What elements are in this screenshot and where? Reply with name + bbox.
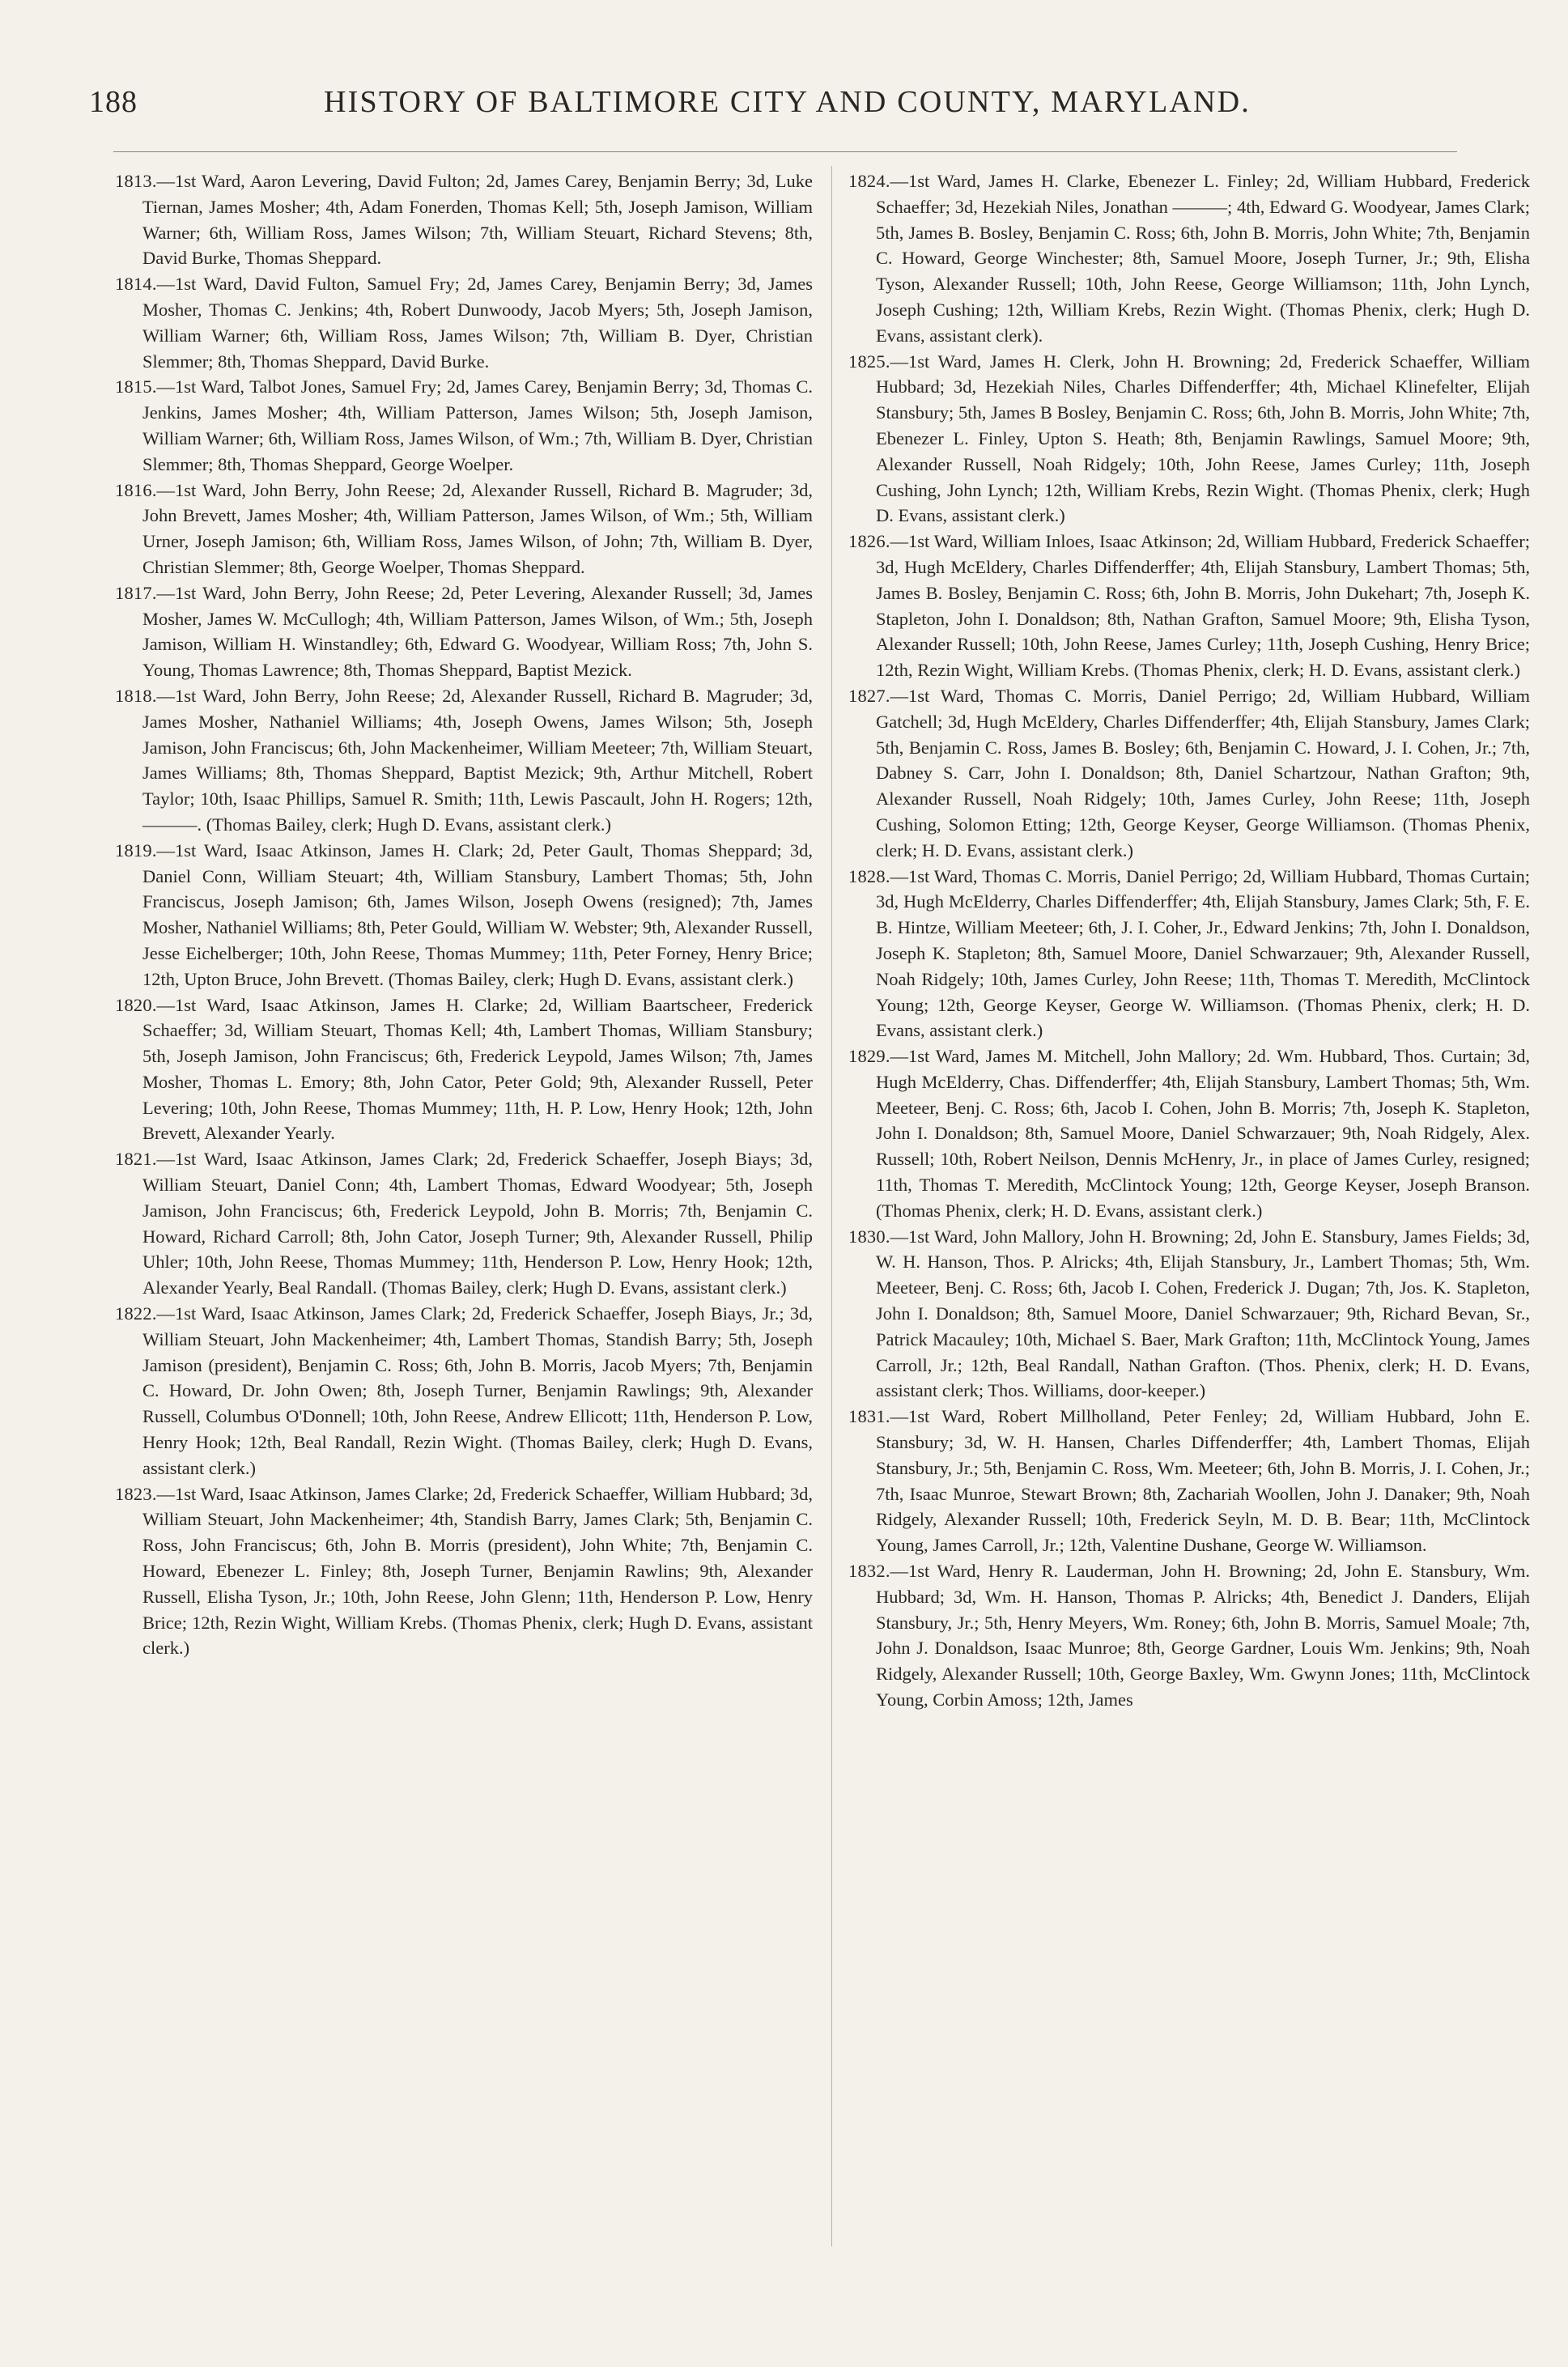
entry-text: —1st Ward, David Fulton, Samuel Fry; 2d, James Carey, Benjamin Berry; 3d, James Mosher, Thomas C. Jenkins; 4th, Robert Dunwoody, Jacob Myers; 5th, Joseph Jamison, William Warner; 6th, William Ross, James Wilson; 7th, William B. Dyer, Christian Slemmer; 8th, Thomas Sheppard, David Burke. xyxy=(142,274,813,372)
entry-text: —1st Ward, William Inloes, Isaac Atkinson; 2d, William Hubbard, Frederick Schaeffer; 3d, Hugh McEldery, Charles Diffenderffer; 4th, Elijah Stansbury, Lambert Thomas; 5th, James B. Bosley, Benjamin C. Ross; 6th, John B. Morris, John Dukehart; 7th, Joseph K. Stapleton, John I. Donaldson; 8th, Nathan Grafton, Samuel Moore; 9th, Elisha Tyson, Alexander Russell; 10th, John Reese, James Curley; 11th, Joseph Cushing, Henry Brice; 12th, Rezin Wight, William Krebs. (Thomas Phenix, clerk; H. D. Evans, assistant clerk.) xyxy=(876,531,1530,681)
entry-text: —1st Ward, James H. Clarke, Ebenezer L. Finley; 2d, William Hubbard, Frederick Schaeffer; 3d, Hezekiah Niles, Jonathan ———; 4th, Edward G. Woodyear, James Clark; 5th, James B. Bosley, Benjamin C. Ross; 6th, John B. Morris, John White; 7th, Benjamin C. Howard, George Winchester; 8th, Samuel Moore, Joseph Turner, Jr.; 9th, Elisha Tyson, Alexander Russell; 10th, John Reese, George Williamson; 11th, John Lynch, Joseph Cushing; 12th, William Krebs, Rezin Wight. (Thomas Phenix, clerk; Hugh D. Evans, assistant clerk). xyxy=(876,171,1530,346)
entry-year: 1827 xyxy=(848,685,886,706)
entry-text: —1st Ward, Henry R. Lauderman, John H. Browning; 2d, John E. Stansbury, Wm. Hubbard; 3d, Wm. H. Hanson, Thomas P. Alricks; 4th, Benedict J. Danders, Elijah Stansbury, Jr.; 5th, Henry Meyers, Wm. Roney; 6th, John B. Morris, Samuel Moale; 7th, John J. Donaldson, Isaac Munroe; 8th, George Gardner, Louis Wm. Jenkins; 9th, Noah Ridgely, Alexander Russell; 10th, George Baxley, Wm. Gwynn Jones; 11th, McClintock Young, Corbin Amoss; 12th, James xyxy=(876,1561,1530,1710)
entry-text: —1st Ward, Isaac Atkinson, James Clark; 2d, Frederick Schaeffer, Joseph Biays; 3d, William Steuart, Daniel Conn; 4th, Lambert Thomas, Edward Woodyear; 5th, Joseph Jamison, John Franciscus; 6th, Frederick Leypold, John B. Morris; 7th, Benjamin C. Howard, Richard Carroll; 8th, John Cator, Joseph Turner; 9th, Alexander Russell, Philip Uhler; 10th, John Reese, Thomas Mummey; 11th, Henderson P. Low, Henry Hook; 12th, Alexander Yearly, Beal Randall. (Thomas Bailey, clerk; Hugh D. Evans, assistant clerk.) xyxy=(142,1149,813,1298)
entry-text: —1st Ward, James M. Mitchell, John Mallory; 2d. Wm. Hubbard, Thos. Curtain; 3d, Hugh McElderry, Chas. Diffenderffer; 4th, Elijah Stansbury, Lambert Thomas; 5th, Wm. Meeteer, Benj. C. Ross; 6th, Jacob I. Cohen, John B. Morris; 7th, Joseph K. Stapleton, John I. Donaldson; 8th, Samuel Moore, Daniel Schwarzauer; 9th, Noah Ridgely, Alex. Russell; 10th, Robert Neilson, Dennis McHenry, Jr., in place of James Curley, resigned; 11th, Thomas T. Meredith, McClintock Young; 12th, George Keyser, Joseph Branson. (Thomas Phenix, clerk; H. D. Evans, assistant clerk.) xyxy=(876,1046,1530,1221)
entry-year: 1831 xyxy=(848,1406,886,1427)
entry-year: 1814 xyxy=(115,274,152,295)
roster-entry: 1813.—1st Ward, Aaron Levering, David Fulton; 2d, James Carey, Benjamin Berry; 3d, Luke Tiernan, James Mosher; 4th, Adam Fonerden, Thomas Kell; 5th, Joseph Jamison, William Warner; 6th, William Ross, James Wilson; 7th, William Steuart, Richard Stevens; 8th, David Burke, Thomas Sheppard. xyxy=(115,171,813,269)
entry-text: —1st Ward, James H. Clerk, John H. Browning; 2d, Frederick Schaeffer, William Hubbard; 3d, Hezekiah Niles, Charles Diffenderffer; 4th, Michael Klinefelter, Elijah Stansbury; 5th, James B Bosley, Benjamin C. Ross; 6th, John B. Morris, John White; 7th, Ebenezer L. Finley, Upton S. Heath; 8th, Benjamin Rawlings, Samuel Moore; 9th, Alexander Russell, Noah Ridgely; 10th, John Reese, James Curley; 11th, Joseph Cushing, John Lynch; 12th, William Krebs, Rezin Wight. (Thomas Phenix, clerk; Hugh D. Evans, assistant clerk.) xyxy=(876,351,1530,526)
entry-year: 1832 xyxy=(848,1561,886,1582)
entry-year: 1826 xyxy=(848,531,886,552)
entry-text: —1st Ward, Talbot Jones, Samuel Fry; 2d, James Carey, Benjamin Berry; 3d, Thomas C. Jenkins, James Mosher; 4th, William Patterson, James Wilson; 5th, Joseph Jamison, William Warner; 6th, William Ross, James Wilson, of Wm.; 7th, William B. Dyer, Christian Slemmer; 8th, Thomas Sheppard, George Woelper. xyxy=(142,376,813,474)
roster-entry: 1827.—1st Ward, Thomas C. Morris, Daniel Perrigo; 2d, William Hubbard, William Gatchell; 3d, Hugh McEldery, Charles Diffenderffer; 4th, Elijah Stansbury, James Clark; 5th, Benjamin C. Ross, James B. Bosley; 6th, Benjamin C. Howard, J. I. Cohen, Jr.; 7th, Dabney S. Carr, John I. Donaldson; 8th, Daniel Schartzour, Nathan Grafton; 9th, Alexander Russell, Noah Ridgely; 10th, James Curley, John Reese; 11th, Joseph Cushing, Solomon Etting; 12th, George Keyser, George Williamson. (Thomas Phenix, clerk; H. D. Evans, assistant clerk.) xyxy=(848,685,1530,861)
entry-year: 1822 xyxy=(115,1303,152,1324)
entry-text: —1st Ward, Isaac Atkinson, James H. Clark; 2d, Peter Gault, Thomas Sheppard; 3d, Daniel Conn, William Steuart; 4th, William Stansbury, Lambert Thomas; 5th, John Franciscus, Joseph Jamison; 6th, James Wilson, Joseph Owens (resigned); 7th, James Mosher, Nathaniel Williams; 8th, Peter Gould, William W. Webster; 9th, Alexander Russell, Jesse Eichelberger; 10th, John Reese, Thomas Mummey; 11th, Peter Forney, Henry Brice; 12th, Upton Bruce, John Brevett. (Thomas Bailey, clerk; Hugh D. Evans, assistant clerk.) xyxy=(142,839,813,989)
entry-text: —1st Ward, Thomas C. Morris, Daniel Perrigo; 2d, William Hubbard, William Gatchell; 3d, Hugh McEldery, Charles Diffenderffer; 4th, Elijah Stansbury, James Clark; 5th, Benjamin C. Ross, James B. Bosley; 6th, Benjamin C. Howard, J. I. Cohen, Jr.; 7th, Dabney S. Carr, John I. Donaldson; 8th, Daniel Schartzour, Nathan Grafton; 9th, Alexander Russell, Noah Ridgely; 10th, James Curley, John Reese; 11th, Joseph Cushing, Solomon Etting; 12th, George Keyser, George Williamson. (Thomas Phenix, clerk; H. D. Evans, assistant clerk.) xyxy=(876,685,1530,861)
entry-year: 1820 xyxy=(115,994,152,1015)
entry-year: 1829 xyxy=(848,1046,886,1067)
entry-text: —1st Ward, Isaac Atkinson, James Clarke; 2d, Frederick Schaeffer, William Hubbard; 3d, William Steuart, John Mackenheimer; 4th, Standish Barry, James Clark; 5th, Benjamin C. Ross, John Franciscus; 6th, John B. Morris (president), John White; 7th, Benjamin C. Howard, Ebenezer L. Finley; 8th, Joseph Turner, Benjamin Rawlins; 9th, Alexander Russell, Elisha Tyson, Jr.; 10th, John Reese, John Glenn; 11th, Henderson P. Low, Henry Brice; 12th, Rezin Wight, William Krebs. (Thomas Phenix, clerk; Hugh D. Evans, assistant clerk.) xyxy=(142,1483,813,1659)
roster-entry: 1828.—1st Ward, Thomas C. Morris, Daniel Perrigo; 2d, William Hubbard, Thomas Curtain; 3d, Hugh McElderry, Charles Diffenderffer; 4th, Elijah Stansbury, James Clark; 5th, F. E. B. Hintze, William Meeteer; 6th, J. I. Coher, Jr., Edward Jenkins; 7th, John I. Donaldson, Joseph K. Stapleton; 8th, Samuel Moore, Daniel Schwarzauer; 9th, Alexander Russell, Noah Ridgely; 10th, James Curley, John Reese; 11th, Thomas T. Meredith, McClintock Young; 12th, George Keyser, George W. Williamson. (Thomas Phenix, clerk; H. D. Evans, assistant clerk.) xyxy=(848,865,1530,1041)
roster-entry: 1822.—1st Ward, Isaac Atkinson, James Clark; 2d, Frederick Schaeffer, Joseph Biays, Jr.; 3d, William Steuart, John Mackenheimer; 4th, Lambert Thomas, Standish Barry; 5th, Joseph Jamison (president), Benjamin C. Ross; 6th, John B. Morris, Jacob Myers; 7th, Benjamin C. Howard, Dr. John Owen; 8th, Joseph Turner, Benjamin Rawlings; 9th, Alexander Russell, Columbus O'Donnell; 10th, John Reese, Andrew Ellicott; 11th, Henderson P. Low, Henry Hook; 12th, Beal Randall, Rezin Wight. (Thomas Bailey, clerk; Hugh D. Evans, assistant clerk.) xyxy=(115,1303,813,1478)
entry-year: 1830 xyxy=(848,1226,886,1247)
entry-text: —1st Ward, John Berry, John Reese; 2d, Alexander Russell, Richard B. Magruder; 3d, James Mosher, Nathaniel Williams; 4th, Joseph Owens, James Wilson; 5th, Joseph Jamison, John Franciscus; 6th, John Mackenheimer, William Meeteer; 7th, William Steuart, James Williams; 8th, Thomas Sheppard, Baptist Mezick; 9th, Arthur Mitchell, Robert Taylor; 10th, Isaac Phillips, Samuel R. Smith; 11th, Lewis Pascault, John H. Rogers; 12th, ———. (Thomas Bailey, clerk; Hugh D. Evans, assistant clerk.) xyxy=(142,685,813,835)
roster-entry: 1823.—1st Ward, Isaac Atkinson, James Clarke; 2d, Frederick Schaeffer, William Hubbard; 3d, William Steuart, John Mackenheimer; 4th, Standish Barry, James Clark; 5th, Benjamin C. Ross, John Franciscus; 6th, John B. Morris (president), John White; 7th, Benjamin C. Howard, Ebenezer L. Finley; 8th, Joseph Turner, Benjamin Rawlins; 9th, Alexander Russell, Elisha Tyson, Jr.; 10th, John Reese, John Glenn; 11th, Henderson P. Low, Henry Brice; 12th, Rezin Wight, William Krebs. (Thomas Phenix, clerk; Hugh D. Evans, assistant clerk.) xyxy=(115,1483,813,1659)
column-divider xyxy=(831,166,832,2246)
entry-year: 1828 xyxy=(848,865,886,886)
entry-text: —1st Ward, Thomas C. Morris, Daniel Perrigo; 2d, William Hubbard, Thomas Curtain; 3d, Hugh McElderry, Charles Diffenderffer; 4th, Elijah Stansbury, James Clark; 5th, F. E. B. Hintze, William Meeteer; 6th, J. I. Coher, Jr., Edward Jenkins; 7th, John I. Donaldson, Joseph K. Stapleton; 8th, Samuel Moore, Daniel Schwarzauer; 9th, Alexander Russell, Noah Ridgely; 10th, James Curley, John Reese; 11th, Thomas T. Meredith, McClintock Young; 12th, George Keyser, George W. Williamson. (Thomas Phenix, clerk; H. D. Evans, assistant clerk.) xyxy=(876,865,1530,1041)
page-number: 188 xyxy=(89,85,138,119)
roster-entry: 1814.—1st Ward, David Fulton, Samuel Fry; 2d, James Carey, Benjamin Berry; 3d, James Mosher, Thomas C. Jenkins; 4th, Robert Dunwoody, Jacob Myers; 5th, Joseph Jamison, William Warner; 6th, William Ross, James Wilson; 7th, William B. Dyer, Christian Slemmer; 8th, Thomas Sheppard, David Burke. xyxy=(115,274,813,372)
roster-entry: 1816.—1st Ward, John Berry, John Reese; 2d, Alexander Russell, Richard B. Magruder; 3d, John Brevett, James Mosher; 4th, William Patterson, James Wilson, of Wm.; 5th, William Urner, Joseph Jamison; 6th, William Ross, James Wilson, of John; 7th, William B. Dyer, Christian Slemmer; 8th, George Woelper, Thomas Sheppard. xyxy=(115,479,813,577)
roster-entry: 1815.—1st Ward, Talbot Jones, Samuel Fry; 2d, James Carey, Benjamin Berry; 3d, Thomas C. Jenkins, James Mosher; 4th, William Patterson, James Wilson; 5th, Joseph Jamison, William Warner; 6th, William Ross, James Wilson, of Wm.; 7th, William B. Dyer, Christian Slemmer; 8th, Thomas Sheppard, George Woelper. xyxy=(115,376,813,474)
entry-text: —1st Ward, Aaron Levering, David Fulton; 2d, James Carey, Benjamin Berry; 3d, Luke Tiernan, James Mosher; 4th, Adam Fonerden, Thomas Kell; 5th, Joseph Jamison, William Warner; 6th, William Ross, James Wilson; 7th, William Steuart, Richard Stevens; 8th, David Burke, Thomas Sheppard. xyxy=(142,171,813,269)
roster-entry: 1818.—1st Ward, John Berry, John Reese; 2d, Alexander Russell, Richard B. Magruder; 3d, James Mosher, Nathaniel Williams; 4th, Joseph Owens, James Wilson; 5th, Joseph Jamison, John Franciscus; 6th, John Mackenheimer, William Meeteer; 7th, William Steuart, James Williams; 8th, Thomas Sheppard, Baptist Mezick; 9th, Arthur Mitchell, Robert Taylor; 10th, Isaac Phillips, Samuel R. Smith; 11th, Lewis Pascault, John H. Rogers; 12th, ———. (Thomas Bailey, clerk; Hugh D. Evans, assistant clerk.) xyxy=(115,685,813,835)
running-title: HISTORY OF BALTIMORE CITY AND COUNTY, MARYLAND. xyxy=(324,85,1251,119)
roster-entry: 1832.—1st Ward, Henry R. Lauderman, John H. Browning; 2d, John E. Stansbury, Wm. Hubbard; 3d, Wm. H. Hanson, Thomas P. Alricks; 4th, Benedict J. Danders, Elijah Stansbury, Jr.; 5th, Henry Meyers, Wm. Roney; 6th, John B. Morris, Samuel Moale; 7th, John J. Donaldson, Isaac Munroe; 8th, George Gardner, Louis Wm. Jenkins; 9th, Noah Ridgely, Alexander Russell; 10th, George Baxley, Wm. Gwynn Jones; 11th, McClintock Young, Corbin Amoss; 12th, James xyxy=(848,1561,1530,1710)
left-column xyxy=(115,168,813,1661)
roster-entry: 1831.—1st Ward, Robert Millholland, Peter Fenley; 2d, William Hubbard, John E. Stansbury; 3d, W. H. Hansen, Charles Diffenderffer; 4th, Lambert Thomas, Elijah Stansbury, Jr.; 5th, Benjamin C. Ross, Wm. Meeteer; 6th, John B. Morris, J. I. Cohen, Jr.; 7th, Isaac Munroe, Stewart Brown; 8th, Zachariah Woollen, John J. Danaker; 9th, Noah Ridgely, Alexander Russell; 10th, Frederick Seyln, M. D. B. Bear; 11th, McClintock Young, James Carroll, Jr.; 12th, Valentine Dushane, George W. Williamson. xyxy=(848,1406,1530,1556)
roster-entry: 1819.—1st Ward, Isaac Atkinson, James H. Clark; 2d, Peter Gault, Thomas Sheppard; 3d, Daniel Conn, William Steuart; 4th, William Stansbury, Lambert Thomas; 5th, John Franciscus, Joseph Jamison; 6th, James Wilson, Joseph Owens (resigned); 7th, James Mosher, Nathaniel Williams; 8th, Peter Gould, William W. Webster; 9th, Alexander Russell, Jesse Eichelberger; 10th, John Reese, Thomas Mummey; 11th, Peter Forney, Henry Brice; 12th, Upton Bruce, John Brevett. (Thomas Bailey, clerk; Hugh D. Evans, assistant clerk.) xyxy=(115,839,813,989)
entry-year: 1813 xyxy=(115,171,152,191)
entry-year: 1818 xyxy=(115,685,152,706)
entry-year: 1825 xyxy=(848,351,886,372)
roster-entry: 1817.—1st Ward, John Berry, John Reese; 2d, Peter Levering, Alexander Russell; 3d, James Mosher, James W. McCullogh; 4th, William Patterson, James Wilson, of Wm.; 5th, Joseph Jamison, William H. Winstandley; 6th, Edward G. Woodyear, William Ross; 7th, John S. Young, Thomas Lawrence; 8th, Thomas Sheppard, Baptist Mezick. xyxy=(115,582,813,681)
entry-text: —1st Ward, John Berry, John Reese; 2d, Peter Levering, Alexander Russell; 3d, James Mosher, James W. McCullogh; 4th, William Patterson, James Wilson, of Wm.; 5th, Joseph Jamison, William H. Winstandley; 6th, Edward G. Woodyear, William Ross; 7th, John S. Young, Thomas Lawrence; 8th, Thomas Sheppard, Baptist Mezick. xyxy=(142,582,813,681)
page-header xyxy=(89,84,1481,133)
entry-year: 1816 xyxy=(115,479,152,500)
entry-year: 1823 xyxy=(115,1483,152,1504)
roster-entry: 1821.—1st Ward, Isaac Atkinson, James Clark; 2d, Frederick Schaeffer, Joseph Biays; 3d, William Steuart, Daniel Conn; 4th, Lambert Thomas, Edward Woodyear; 5th, Joseph Jamison, John Franciscus; 6th, Frederick Leypold, John B. Morris; 7th, Benjamin C. Howard, Richard Carroll; 8th, John Cator, Joseph Turner; 9th, Alexander Russell, Philip Uhler; 10th, John Reese, Thomas Mummey; 11th, Henderson P. Low, Henry Hook; 12th, Alexander Yearly, Beal Randall. (Thomas Bailey, clerk; Hugh D. Evans, assistant clerk.) xyxy=(115,1149,813,1298)
roster-entry: 1825.—1st Ward, James H. Clerk, John H. Browning; 2d, Frederick Schaeffer, William Hubbard; 3d, Hezekiah Niles, Charles Diffenderffer; 4th, Michael Klinefelter, Elijah Stansbury; 5th, James B Bosley, Benjamin C. Ross; 6th, John B. Morris, John White; 7th, Ebenezer L. Finley, Upton S. Heath; 8th, Benjamin Rawlings, Samuel Moore; 9th, Alexander Russell, Noah Ridgely; 10th, John Reese, James Curley; 11th, Joseph Cushing, John Lynch; 12th, William Krebs, Rezin Wight. (Thomas Phenix, clerk; Hugh D. Evans, assistant clerk.) xyxy=(848,351,1530,526)
entry-text: —1st Ward, Isaac Atkinson, James Clark; 2d, Frederick Schaeffer, Joseph Biays, Jr.; 3d, William Steuart, John Mackenheimer; 4th, Lambert Thomas, Standish Barry; 5th, Joseph Jamison (president), Benjamin C. Ross; 6th, John B. Morris, Jacob Myers; 7th, Benjamin C. Howard, Dr. John Owen; 8th, Joseph Turner, Benjamin Rawlings; 9th, Alexander Russell, Columbus O'Donnell; 10th, John Reese, Andrew Ellicott; 11th, Henderson P. Low, Henry Hook; 12th, Beal Randall, Rezin Wight. (Thomas Bailey, clerk; Hugh D. Evans, assistant clerk.) xyxy=(142,1303,813,1478)
roster-entry: 1820.—1st Ward, Isaac Atkinson, James H. Clarke; 2d, William Baartscheer, Frederick Schaeffer; 3d, William Steuart, Thomas Kell; 4th, Lambert Thomas, William Stansbury; 5th, Joseph Jamison, John Franciscus; 6th, Frederick Leypold, James Wilson; 7th, James Mosher, Thomas L. Emory; 8th, John Cator, Peter Gold; 9th, Alexander Russell, Peter Levering; 10th, John Reese, Thomas Mummey; 11th, H. P. Low, Henry Hook; 12th, John Brevett, Alexander Yearly. xyxy=(115,994,813,1144)
roster-entry: 1830.—1st Ward, John Mallory, John H. Browning; 2d, John E. Stansbury, James Fields; 3d, W. H. Hanson, Thos. P. Alricks; 4th, Elijah Stansbury, Jr., Lambert Thomas; 5th, Wm. Meeteer, Benj. C. Ross; 6th, Jacob I. Cohen, Frederick J. Dugan; 7th, Jos. K. Stapleton, John I. Donaldson; 8th, Samuel Moore, Daniel Schwarzauer; 9th, Richard Bevan, Sr., Patrick Macauley; 10th, Michael S. Baer, Mark Grafton; 11th, McClintock Young, James Carroll, Jr.; 12th, Beal Randall, Nathan Grafton. (Thos. Phenix, clerk; H. D. Evans, assistant clerk; Thos. Williams, door-keeper.) xyxy=(848,1226,1530,1401)
entry-text: —1st Ward, Isaac Atkinson, James H. Clarke; 2d, William Baartscheer, Frederick Schaeffer; 3d, William Steuart, Thomas Kell; 4th, Lambert Thomas, William Stansbury; 5th, Joseph Jamison, John Franciscus; 6th, Frederick Leypold, James Wilson; 7th, James Mosher, Thomas L. Emory; 8th, John Cator, Peter Gold; 9th, Alexander Russell, Peter Levering; 10th, John Reese, Thomas Mummey; 11th, H. P. Low, Henry Hook; 12th, John Brevett, Alexander Yearly. xyxy=(142,994,813,1144)
entry-text: —1st Ward, Robert Millholland, Peter Fenley; 2d, William Hubbard, John E. Stansbury; 3d, W. H. Hansen, Charles Diffenderffer; 4th, Lambert Thomas, Elijah Stansbury, Jr.; 5th, Benjamin C. Ross, Wm. Meeteer; 6th, John B. Morris, J. I. Cohen, Jr.; 7th, Isaac Munroe, Stewart Brown; 8th, Zachariah Woollen, John J. Danaker; 9th, Noah Ridgely, Alexander Russell; 10th, Frederick Seyln, M. D. B. Bear; 11th, McClintock Young, James Carroll, Jr.; 12th, Valentine Dushane, George W. Williamson. xyxy=(876,1406,1530,1556)
entry-year: 1824 xyxy=(848,171,886,191)
entry-year: 1821 xyxy=(115,1149,152,1170)
entry-year: 1819 xyxy=(115,839,152,861)
entry-text: —1st Ward, John Mallory, John H. Browning; 2d, John E. Stansbury, James Fields; 3d, W. H. Hanson, Thos. P. Alricks; 4th, Elijah Stansbury, Jr., Lambert Thomas; 5th, Wm. Meeteer, Benj. C. Ross; 6th, Jacob I. Cohen, Frederick J. Dugan; 7th, Jos. K. Stapleton, John I. Donaldson; 8th, Samuel Moore, Daniel Schwarzauer; 9th, Richard Bevan, Sr., Patrick Macauley; 10th, Michael S. Baer, Mark Grafton; 11th, McClintock Young, James Carroll, Jr.; 12th, Beal Randall, Nathan Grafton. (Thos. Phenix, clerk; H. D. Evans, assistant clerk; Thos. Williams, door-keeper.) xyxy=(876,1226,1530,1401)
entry-text: —1st Ward, John Berry, John Reese; 2d, Alexander Russell, Richard B. Magruder; 3d, John Brevett, James Mosher; 4th, William Patterson, James Wilson, of Wm.; 5th, William Urner, Joseph Jamison; 6th, William Ross, James Wilson, of John; 7th, William B. Dyer, Christian Slemmer; 8th, George Woelper, Thomas Sheppard. xyxy=(142,479,813,577)
right-column xyxy=(848,168,1530,1713)
header-rule xyxy=(113,151,1457,152)
entry-year: 1817 xyxy=(115,582,152,603)
entry-year: 1815 xyxy=(115,376,152,397)
roster-entry: 1829.—1st Ward, James M. Mitchell, John Mallory; 2d. Wm. Hubbard, Thos. Curtain; 3d, Hugh McElderry, Chas. Diffenderffer; 4th, Elijah Stansbury, Lambert Thomas; 5th, Wm. Meeteer, Benj. C. Ross; 6th, Jacob I. Cohen, John B. Morris; 7th, Joseph K. Stapleton, John I. Donaldson; 8th, Samuel Moore, Daniel Schwarzauer; 9th, Noah Ridgely, Alex. Russell; 10th, Robert Neilson, Dennis McHenry, Jr., in place of James Curley, resigned; 11th, Thomas T. Meredith, McClintock Young; 12th, George Keyser, Joseph Branson. (Thomas Phenix, clerk; H. D. Evans, assistant clerk.) xyxy=(848,1046,1530,1221)
roster-entry: 1826.—1st Ward, William Inloes, Isaac Atkinson; 2d, William Hubbard, Frederick Schaeffer; 3d, Hugh McEldery, Charles Diffenderffer; 4th, Elijah Stansbury, Lambert Thomas; 5th, James B. Bosley, Benjamin C. Ross; 6th, John B. Morris, John Dukehart; 7th, Joseph K. Stapleton, John I. Donaldson; 8th, Nathan Grafton, Samuel Moore; 9th, Elisha Tyson, Alexander Russell; 10th, John Reese, James Curley; 11th, Joseph Cushing, Henry Brice; 12th, Rezin Wight, William Krebs. (Thomas Phenix, clerk; H. D. Evans, assistant clerk.) xyxy=(848,531,1530,681)
roster-entry: 1824.—1st Ward, James H. Clarke, Ebenezer L. Finley; 2d, William Hubbard, Frederick Schaeffer; 3d, Hezekiah Niles, Jonathan ———; 4th, Edward G. Woodyear, James Clark; 5th, James B. Bosley, Benjamin C. Ross; 6th, John B. Morris, John White; 7th, Benjamin C. Howard, George Winchester; 8th, Samuel Moore, Joseph Turner, Jr.; 9th, Elisha Tyson, Alexander Russell; 10th, John Reese, George Williamson; 11th, John Lynch, Joseph Cushing; 12th, William Krebs, Rezin Wight. (Thomas Phenix, clerk; Hugh D. Evans, assistant clerk). xyxy=(848,171,1530,346)
